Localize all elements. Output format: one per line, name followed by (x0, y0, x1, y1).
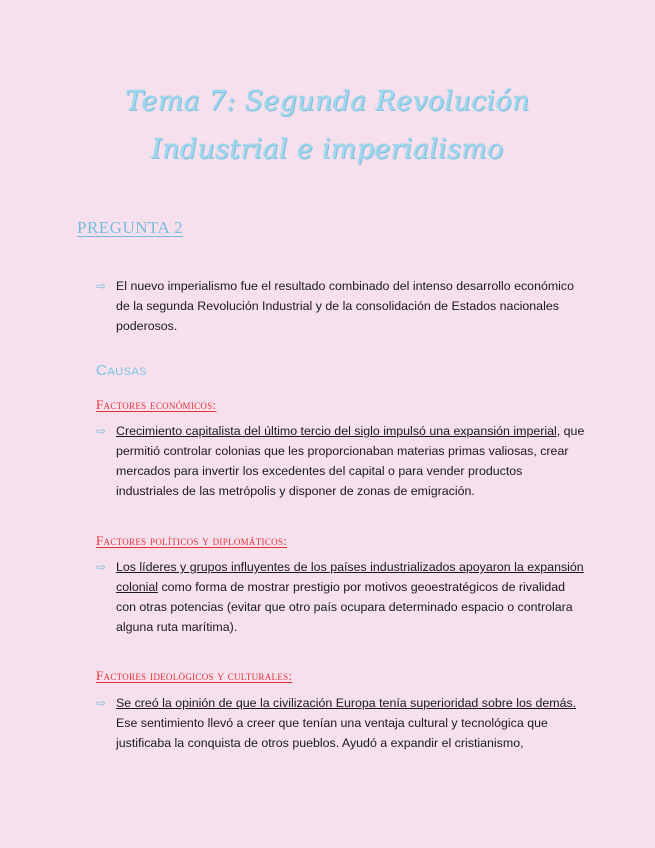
factor-text-ideological (116, 693, 586, 753)
factor-text-rest: Ese sentimiento llevó a creer que tenían una ventaja cultural y tecnológica que justificaba la conquista de otros pueblos. Ayudó a expandir el cristianismo, (116, 716, 548, 750)
factor-paragraph-economic (96, 421, 586, 501)
arrow-right-icon: ⇨ (96, 560, 107, 574)
factor-text-underlined: Se creó la opinión de que la civilización Europa tenía superioridad sobre los demás. (116, 696, 577, 710)
factor-text-rest: como forma de mostrar prestigio por motivos geoestratégicos de rivalidad con otras potencias (evitar que otro país ocupara determinado espacio o controlara alguna ruta marítima). (116, 580, 573, 634)
factor-paragraph-political (96, 557, 586, 637)
factor-text-economic (116, 421, 586, 501)
factor-text-underlined: Crecimiento capitalista del último tercio del siglo impulsó una expansión imperial, (116, 424, 561, 438)
intro-text: El nuevo imperialismo fue el resultado combinado del intenso desarrollo económico de la segunda Revolución Industrial y de la consolidación de Estados nacionales poderosos. (116, 279, 575, 333)
factor-text-underlined: Los líderes y grupos influyentes de los países industrializados apoyaron la expansión colonial (116, 560, 584, 594)
arrow-right-icon: ⇨ (96, 279, 107, 293)
arrow-right-icon: ⇨ (96, 424, 107, 438)
causes-heading: Causas (96, 362, 148, 379)
factor-heading-political: Factores políticos y diplomáticos: (96, 533, 288, 548)
factor-paragraph-ideological (96, 693, 586, 753)
intro-paragraph (96, 276, 586, 336)
factor-text-rest: que permitió controlar colonias que les proporcionaban materias primas valiosas, crear mercados para invertir los excedentes del capital o para vender productos industriales de las metrópolis y disponer de zonas de emigración. (116, 424, 585, 498)
page-title: Tema 7: Segunda Revolución Industrial e imperialismo (125, 86, 530, 165)
factor-heading-ideological: Factores ideológicos y culturales: (96, 668, 293, 683)
factor-heading-economic: Factores económicos: (96, 397, 217, 412)
factor-text-political (116, 557, 586, 637)
arrow-right-icon: ⇨ (96, 696, 107, 710)
question-heading: PREGUNTA 2 (77, 218, 184, 237)
